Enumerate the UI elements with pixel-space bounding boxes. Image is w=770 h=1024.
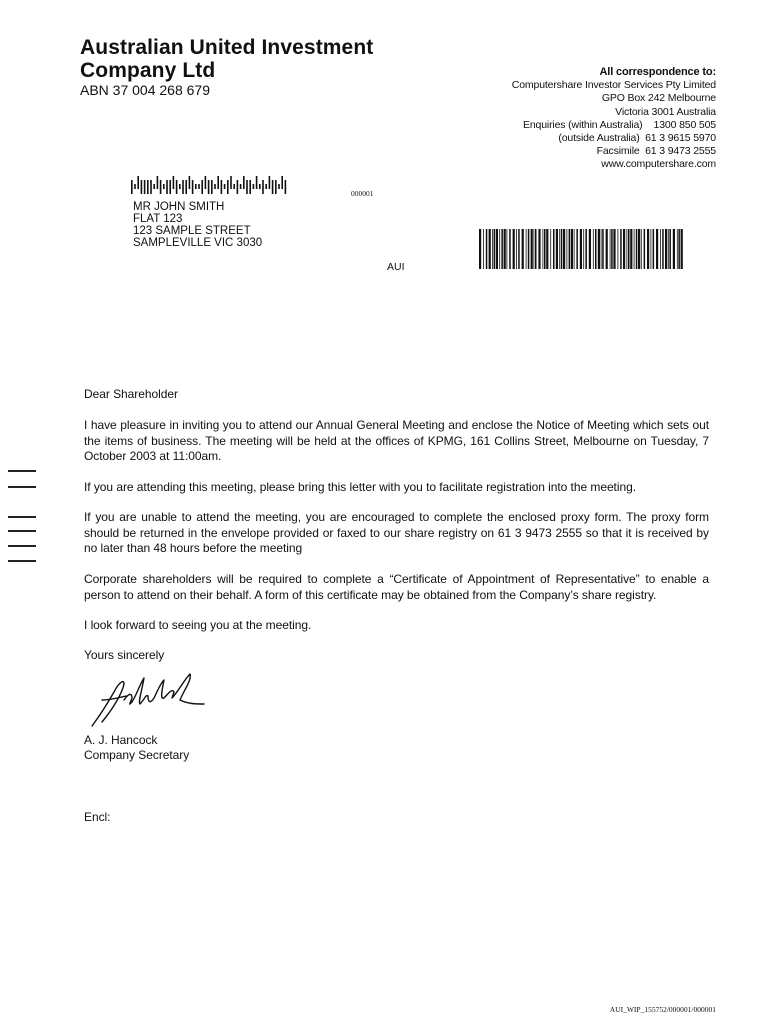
document-barcode-bar <box>544 229 546 269</box>
document-barcode-bar <box>496 229 498 269</box>
document-barcode-bar <box>660 229 661 269</box>
postal-barcode-bar <box>185 180 187 194</box>
document-barcode-bar <box>611 229 613 269</box>
document-barcode-bar <box>589 229 591 269</box>
postal-barcode-bar <box>134 184 136 189</box>
document-barcode-bar <box>593 229 594 269</box>
postal-barcode-bar <box>208 180 210 194</box>
document-barcode-bar <box>638 229 640 269</box>
document-barcode-bar <box>526 229 527 269</box>
document-barcode-bar <box>601 229 602 269</box>
enclosure-note: Encl: <box>84 810 111 824</box>
sequence-number: 000001 <box>351 189 374 198</box>
document-barcode-bar <box>653 229 655 269</box>
postal-barcode-bar <box>221 180 223 194</box>
document-barcode-bar <box>673 229 675 269</box>
document-barcode-bar <box>669 229 671 269</box>
registry-name: Computershare Investor Services Pty Limited <box>511 79 716 92</box>
paragraph-closing-remark: I look forward to seeing you at the meeting. <box>84 618 312 632</box>
postal-barcode-bar <box>195 184 197 189</box>
document-barcode-bar <box>627 229 628 269</box>
postal-barcode-bar <box>205 176 207 189</box>
postal-barcode-bar <box>249 180 251 194</box>
postal-barcode <box>131 176 287 194</box>
address-line-unit: FLAT 123 <box>133 213 183 225</box>
document-barcode-bar <box>494 229 496 269</box>
document-barcode-bar <box>489 229 491 269</box>
postal-barcode-bar <box>163 184 165 189</box>
postal-barcode-bar <box>233 184 235 189</box>
document-barcode-bar <box>569 229 571 269</box>
document-barcode-bar <box>561 229 563 269</box>
document-barcode-bar <box>610 229 611 269</box>
document-barcode-bar <box>677 229 678 269</box>
document-barcode-bar <box>668 229 669 269</box>
document-barcode-bar <box>531 229 533 269</box>
postal-barcode-bar <box>198 184 200 189</box>
document-barcode-bar <box>546 229 548 269</box>
postal-barcode-bar <box>259 184 261 189</box>
document-barcode-bar <box>644 229 646 269</box>
document-barcode-bar <box>602 229 604 269</box>
document-barcode-bar <box>613 229 615 269</box>
company-name <box>80 36 373 82</box>
postal-barcode-bar <box>160 180 162 194</box>
margin-mark <box>8 545 36 547</box>
document-barcode-bar <box>538 229 540 269</box>
document-barcode-bar <box>509 229 511 269</box>
document-barcode-bar <box>556 229 558 269</box>
registry-po-box: GPO Box 242 Melbourne <box>601 92 716 105</box>
postal-barcode-bar <box>217 176 219 189</box>
document-barcode-bar <box>507 229 508 269</box>
correspondence-block <box>512 66 716 172</box>
document-barcode-bar <box>574 229 575 269</box>
paragraph-corporate: Corporate shareholders will be required to complete a “Certificate of Appointment of Representative” to enable a person to attend on their behalf. A form of this certificate may be obtained from the Company’s share registry. <box>84 572 709 602</box>
document-barcode-bar <box>618 229 619 269</box>
document-barcode-bar <box>516 229 517 269</box>
postal-barcode-bar <box>269 176 271 189</box>
postal-barcode-bar <box>192 180 194 194</box>
document-barcode-bar <box>499 229 500 269</box>
salutation: Dear Shareholder <box>84 387 178 401</box>
postal-barcode-bar <box>157 176 159 189</box>
document-barcode-bar <box>559 229 560 269</box>
company-name-line1: Australian United Investment <box>80 36 374 59</box>
postal-barcode-bar <box>131 180 133 194</box>
postal-barcode-bar <box>256 176 258 189</box>
document-barcode-bar <box>595 229 597 269</box>
document-barcode-bar <box>634 229 635 269</box>
paragraph-attending: If you are attending this meeting, please bring this letter with you to facilitate registration into the meeting. <box>84 480 636 494</box>
document-barcode-bar <box>656 229 658 269</box>
postal-barcode-bar <box>166 180 168 194</box>
document-barcode <box>479 229 686 269</box>
document-barcode-bar <box>576 229 578 269</box>
postal-barcode-bar <box>144 180 146 194</box>
postal-barcode-bar <box>262 180 264 194</box>
margin-mark <box>8 486 36 488</box>
postal-barcode-bar <box>230 176 232 189</box>
document-barcode-bar <box>681 229 683 269</box>
abn: ABN 37 004 268 679 <box>80 82 210 98</box>
postal-barcode-bar <box>275 180 277 194</box>
postal-barcode-bar <box>173 176 175 189</box>
document-barcode-bar <box>513 229 515 269</box>
document-barcode-bar <box>598 229 600 269</box>
postal-barcode-bar <box>214 184 216 189</box>
postal-barcode-bar <box>253 184 255 189</box>
document-barcode-bar <box>606 229 608 269</box>
postal-barcode-bar <box>246 180 248 194</box>
document-barcode-bar <box>678 229 680 269</box>
company-name-line2: Company Ltd <box>80 59 216 82</box>
document-barcode-bar <box>522 229 524 269</box>
document-barcode-bar <box>550 229 551 269</box>
document-barcode-bar <box>534 229 535 269</box>
margin-mark <box>8 530 36 532</box>
postal-barcode-bar <box>150 180 152 194</box>
postal-barcode-bar <box>182 180 184 194</box>
footer-reference: AUI_WIP_155752/000001/000001 <box>609 1005 716 1014</box>
address-line-suburb: SAMPLEVILLE VIC 3030 <box>133 237 263 249</box>
enquiries-domestic: Enquiries (within Australia) 1300 850 505 <box>522 118 716 131</box>
document-barcode-bar <box>636 229 638 269</box>
postal-barcode-bar <box>137 176 139 189</box>
margin-mark <box>8 470 36 472</box>
document-barcode-bar <box>479 229 481 269</box>
address-line-street: 123 SAMPLE STREET <box>133 225 251 237</box>
document-barcode-bar <box>483 229 484 269</box>
document-barcode-bar <box>492 229 493 269</box>
paragraph-invitation: I have pleasure in inviting you to attend our Annual General Meeting and enclose the Notice of Meeting which sets out the items of business. The meeting will be held at the offices of KPMG, 161 Collins Street, Melbourne on Tuesday, 7 October 2003 at 11:00am. <box>84 418 709 463</box>
document-barcode-bar <box>630 229 632 269</box>
postal-barcode-bar <box>176 180 178 194</box>
postal-barcode-bar <box>224 184 226 189</box>
postal-barcode-bar <box>201 180 203 194</box>
document-barcode-bar <box>501 229 503 269</box>
website: www.computershare.com <box>601 158 716 171</box>
postal-barcode-bar <box>179 184 181 189</box>
registry-city: Victoria 3001 Australia <box>615 105 716 118</box>
postal-barcode-bar <box>278 184 280 189</box>
enquiries-international: (outside Australia) 61 3 9615 5970 <box>558 132 716 145</box>
postal-barcode-bar <box>240 184 242 189</box>
document-barcode-bar <box>528 229 530 269</box>
margin-mark <box>8 560 36 562</box>
signature <box>88 670 218 732</box>
signatory-name: A. J. Hancock <box>84 733 158 747</box>
postal-barcode-bar <box>243 176 245 189</box>
postal-barcode-bar <box>265 184 267 189</box>
document-barcode-bar <box>623 229 625 269</box>
paragraph-proxy: If you are unable to attend the meeting, you are encouraged to complete the enclosed proxy form. The proxy form should be returned in the envelope provided or faxed to our share registry on 61 3 9473 2555 so that it is received by no later than 48 hours before the meeting <box>84 510 709 555</box>
postal-barcode-bar <box>141 180 143 194</box>
postal-barcode-bar <box>153 184 155 189</box>
document-barcode-bar <box>647 229 649 269</box>
document-barcode-bar <box>585 229 587 269</box>
postal-barcode-bar <box>189 176 191 189</box>
document-barcode-bar <box>486 229 488 269</box>
margin-mark <box>8 516 36 518</box>
postal-barcode-bar <box>169 180 171 194</box>
correspondence-heading: All correspondence to: <box>599 66 716 78</box>
document-barcode-bar <box>580 229 582 269</box>
document-barcode-bar <box>662 229 664 269</box>
document-barcode-bar <box>583 229 584 269</box>
postal-barcode-bar <box>237 180 239 194</box>
document-barcode-bar <box>563 229 565 269</box>
document-barcode-bar <box>651 229 652 269</box>
postal-barcode-bar <box>147 180 149 194</box>
document-barcode-bar <box>641 229 642 269</box>
document-barcode-bar <box>628 229 630 269</box>
mailing-code: AUI <box>387 261 405 273</box>
document-barcode-bar <box>543 229 544 269</box>
facsimile: Facsimile 61 3 9473 2555 <box>596 145 716 158</box>
document-barcode-bar <box>571 229 573 269</box>
address-line-name: MR JOHN SMITH <box>133 201 225 213</box>
document-barcode-bar <box>504 229 506 269</box>
signatory-title: Company Secretary <box>84 748 190 762</box>
postal-barcode-bar <box>281 176 283 189</box>
postal-barcode-bar <box>227 180 229 194</box>
document-barcode-bar <box>518 229 520 269</box>
document-barcode-bar <box>665 229 667 269</box>
document-barcode-bar <box>620 229 622 269</box>
closing: Yours sincerely <box>84 648 165 662</box>
postal-barcode-bar <box>211 180 213 194</box>
postal-barcode-bar <box>285 180 287 194</box>
mailing-address <box>133 201 262 249</box>
postal-barcode-bar <box>272 180 274 194</box>
document-barcode-bar <box>553 229 555 269</box>
document-barcode-bar <box>535 229 537 269</box>
document-barcode-bar <box>567 229 568 269</box>
